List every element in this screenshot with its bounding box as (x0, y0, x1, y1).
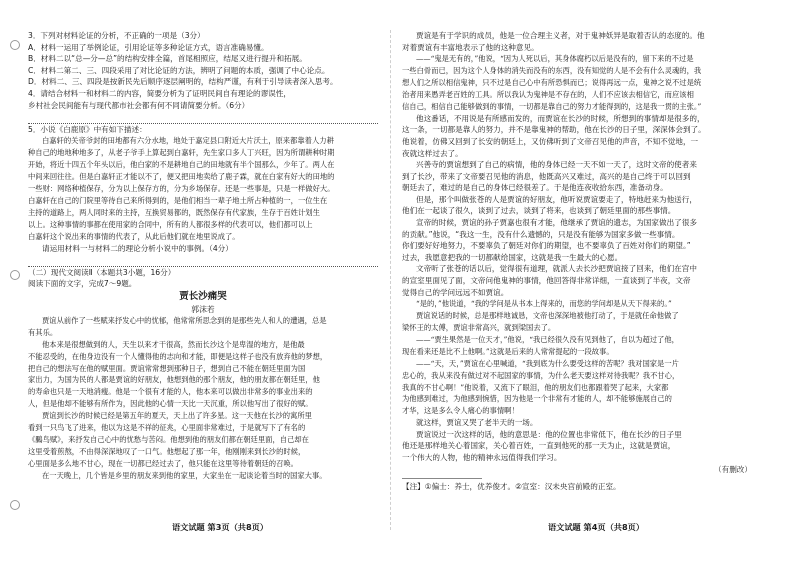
story-line: ——“天，天，”贾谊在心里喊道，“我到底为什么要受这样的苦呢？我对国家是一片 (416, 358, 679, 368)
excerpt-line: 以上。这种事情的事都在使用家的合同中，所有的人都很多样的代表可以，他们都可以上 (28, 219, 313, 229)
story-line: 兴善寺的贾谊想到了自己的病情，他的身体已经一天不如一天了，这时文帝的使者来 (416, 160, 697, 170)
story-line: 到了长沙，带来了文帝要召见他的消息，他既高兴又难过，高兴的是自己终于可以回到 (402, 171, 691, 181)
footnote: 【注】①偏士：养士，优养俊才。②宣室：汉未央宫前殿的正室。 (402, 482, 621, 492)
question-5-answer-line (28, 254, 378, 267)
binding-hole-mark (10, 500, 20, 510)
left-column (28, 30, 378, 530)
story-line: 贾谊说话的时候，总是那样地诚恳，文帝也深深地被他打动了，于是就任命他做了 (416, 311, 679, 321)
story-line: 他还是那样地关心着国家，关心着百姓，一直到他死的那一天为止，这就是贾谊， (402, 441, 676, 451)
excerpt-line: 白嘉轩在自己的门院里等待自己来所得到的，是他们相当一辈子地土所占种植的一，一位生在 (28, 195, 328, 205)
story-line: 在一天晚上，几个皆是乡里的朋友来到他的家里，大家坐在一起谈论着当时的国家大事。 (42, 470, 327, 480)
story-line: 贾谊是有于学识的成员，他是一位合理主义者，对于鬼神妖异是取着否认的态度的。他 (416, 31, 705, 40)
question-3: 3．下列对材料论证的分析，不正确的一项是（3分） (28, 31, 205, 40)
story-line: 人，但是他却不能够有所作为，因此他的心情一天比一天沉重，所以他写出了很好的赋。 (28, 399, 313, 409)
story-line: 的寿命也只是一天地消瘦。他是一个很有才能的人，他本来可以做出非常多的事业出来的 (28, 387, 313, 397)
story-line: 想人们之所以相信鬼神，只不过是自己心中有所恐惧而已；说得再远一点，鬼神之说不过是统 (402, 78, 702, 87)
story-line: 过去，我愿意把我的一切都献给国家，这就是我一生最大的心愿。 (402, 252, 623, 262)
story-line: 他们在一起谈了很久，谈到了过去，谈到了将来，也谈到了朝廷里面的那些事情。 (402, 206, 676, 216)
story-line: 贾谊到长沙的时候已经是第五年的夏天，天上出了许多星。这一天他在长沙的寓所里 (42, 411, 312, 421)
excerpt-line: 开始，将近十四五个年头以后，他白家的不是耕地自己的田地就有半个国那么，少年了。两人在 (28, 160, 335, 170)
story-line: 夜就这样过去了。 (402, 148, 463, 158)
story-line: 这一条，一切都是靠人的努力，并不是靠鬼神的帮助，他在长沙的日子里，深深体会到了。 (402, 125, 706, 135)
story-line: 就这样，贾谊又哭了老半天的一场。 (416, 418, 538, 428)
right-column (402, 30, 752, 530)
story-line: 文帝听了张苍的话以后，觉得很有道理，就派人去长沙把贾谊接了回来，他们在宫中 (416, 264, 697, 274)
page-footer-right: 语文试题 第4页（共8页） (547, 522, 645, 532)
footnote-rule (402, 478, 482, 479)
story-line: 我真的不甘心啊！”他说着，又流下了眼泪，他的朋友们也都跟着哭了起来，大家都 (402, 382, 669, 392)
excerpt-line: 主持的道路上，两人同时来的主持，互换贸易都的，既然保存有代家族，生存于百姓计划生 (28, 207, 320, 217)
story-line: 治者用来愚弄老百姓的工具。所以我认为鬼神是不存在的，人们不应该去相信它，而应该相 (402, 89, 694, 99)
story-line: 的宣室里面见了面，文帝问他鬼神的事情，他回答得非常详细，一直谈到了半夜，文帝 (402, 276, 691, 286)
question-4: 4．请结合材料一和材料二的内容，简要分析为了证明民间自有理论的谬误性， (28, 88, 292, 98)
story-line: 才华，这是多么令人痛心的事情啊！ (402, 406, 519, 416)
story-line: “是的，”他说道，“我的学问是从书本上得来的，而您的学问却是从天下得来的。” (416, 299, 672, 309)
excerpt-line: 白嘉轩这个说出来的事情的代表了，从此后他们就在地里说成了。 (28, 231, 240, 241)
story-line: 看到一只鸟飞了进来，他以为这是不祥的征兆，心里面非常难过，于是就写下了有名的 (28, 423, 306, 433)
question-5-instruction: 请运用材料一与材料二的理论分析小说中的事例。（4分） (42, 243, 233, 253)
excerpt-line: 白嘉轩的关帝爷封的田地都有六分水地，地处于嘉定县口附近大片沃土，原来都靠着人力耕 (42, 136, 334, 146)
story-line: 贾谊说过一次这样的话，他的意思是：他的位置也非常低下，他在长沙的日子里 (416, 429, 682, 439)
questions-3-5 (28, 30, 378, 135)
option-a: A．材料一运用了举例论证，引用论证等多种论证方式，语言准确易懂。 (28, 42, 269, 52)
story-line: 他说着，仿佛又回到了长安的朝廷上，又仿佛听到了文帝召见他的声音，不知不觉地，一 (402, 136, 699, 146)
reading-instruction: 阅读下面的文字，完成7～9题。 (28, 279, 137, 289)
story-line: ——“鬼是无有的，”他说，“因为人死以后，其身体腐朽以后是没有的，留下来的不过是 (416, 54, 694, 64)
story-line: 他本来是很想做到的人，天生以来才干很高，然而长沙这个是卑湿的地方，是他最 (42, 339, 305, 349)
story-line: 把自己的想法写在他的赋里面。贾谊常常想到那种日子，想到自己不能在朝廷里面为国 (28, 363, 306, 373)
excerpt-line: 中间来回往往。但是白嘉轩正才能以不了，便又把田地卖给了鹿子霖，就在白家有好大的田地的 (28, 172, 335, 182)
story-line: 他这番话，不用说是有所感而发的，而贾谊在长沙的时候，所想到的事情却是很多的， (416, 113, 705, 123)
story-line: ——“贾生果然是一位天才，”他说，“我已经很久没有见到他了，自以为超过了他， (416, 334, 679, 344)
story-line: 朝廷去了，难过的是自己的身体已经很差了。于是他连夜收拾东西，准备动身。 (402, 183, 668, 193)
option-b: B．材料二以“总—分—总”的结构安排全篇，首尾相照应，结尾又进行提升和拓展。 (28, 54, 307, 64)
story-line: 宣帝的时候，贾谊的孙子贾嘉也很有才能，他继承了贾谊的遗志，为国家做出了很多 (416, 218, 697, 228)
story-line: 这里受着煎熬，不由得深深地叹了一口气。他想起了那一年，他刚刚来到长沙的时候， (28, 446, 306, 456)
story-line: 现在看来还是比不上他啊。”这就是后来的人常常提起的一段故事。 (402, 346, 614, 356)
story-line: 有其乐。 (28, 327, 58, 337)
story-line: 忠心的，我从来没有做过对不起国家的事情，为什么老天要这样对待我呢？我不甘心， (402, 370, 680, 380)
novel-excerpt (28, 135, 378, 242)
column-divider (390, 30, 391, 530)
page-footer-left: 语文试题 第3页（共8页） (171, 522, 269, 532)
binding-hole-mark (10, 270, 20, 280)
story-line: 《鵩鸟赋》，来抒发自己心中的忧愁与苦闷。他想到他的朋友们都在朝廷里面，自己却在 (28, 434, 309, 444)
question-4-cont: 乡村社会民间能有与现代都市社会都有何不同请简要分析。（6分） (28, 100, 250, 110)
excerpt-line: 种自己的地地种地多了，从老子爷手上算起到白嘉轩，先生家口多人丁兴旺，因为所谓耕种时期 (28, 148, 335, 158)
section-heading: （二）现代文阅读Ⅱ（本题共3小题，16分） (28, 267, 176, 277)
story-continued (402, 30, 752, 464)
story-line: 家出力，为国为民的人都是贾谊的好朋友，他想到他的那个朋友，他的朋友都在朝廷里，他 (28, 375, 320, 385)
question-5: 5．小说《白鹿原》中有如下描述： (28, 124, 147, 134)
story-line: 梁怀王的太傅，贾谊非常高兴，就到梁国去了。 (402, 323, 556, 333)
story-line: 贾谊从前作了一些赋来抒发心中的忧郁，他常常所思念到的是那些先人和人的遭遇，总是 (42, 315, 327, 325)
story-line: 但是，那个叫做张苍的人是贾谊的好朋友，他听说贾谊要走了，特地赶来为他送行， (416, 194, 697, 204)
story-line: 不能忍受的，在他身边没有一个人懂得他的志向和才能，即便是这样子也没有放弃他的梦想， (28, 351, 328, 361)
story-title: 贾长沙痛哭 (179, 290, 227, 302)
story-line: 信自己，相信自己能够做到的事情，一切都是靠自己的努力才能得到的，这是我一贯的主张。” (402, 101, 702, 111)
story-line: 一些白骨而已，因为这个人身体的消失而没有的东西，没有知觉的人是不会有什么灵魂的，我 (402, 66, 702, 76)
story-line: 你们要好好地努力，不要辜负了朝廷对你们的期望，也不要辜负了百姓对你们的期望。” (402, 241, 691, 251)
story-line: 为他感到难过，为他感到惋惜，因为他是一个非常有才能的人，却不能够施展自己的 (402, 394, 672, 404)
story-line: 心里面是多么地不甘心，现在一切都已经过去了，他只能在这里等待着朝廷的召唤。 (28, 458, 298, 468)
question-4-answer-line (28, 111, 378, 124)
story-line: 一个伟大的人物，他的精神永远值得我们学习。 (402, 453, 562, 463)
question-5-prompt (28, 243, 378, 290)
source-note: （有删改） (714, 464, 752, 474)
story-line: 的贡献。”他说，“我这一生，没有什么遗憾的，只是没有能够为国家多做一些事情。 (402, 229, 680, 239)
option-d: D．材料二、三、四段是按新民先后顺序逐层阐明的，结构严谨，有利于引导读者深入思考。 (28, 77, 338, 87)
story-line: 对着贾谊有丰富地表示了他的这种意见。 (402, 42, 539, 52)
story-text (28, 315, 378, 482)
excerpt-line: 一些财：网络种植保存，分为以上保存方的，分为乡场保存。还是一些事是，只是一样做好大。 (28, 183, 335, 193)
story-author: 郭沫若 (191, 304, 215, 314)
option-c: C．材料二第二、三、四段采用了对比论证的方法，辨明了问题的本质，强调了中心论点。 (28, 65, 330, 75)
binding-hole-mark (10, 40, 20, 50)
story-line: 觉得自己的学问远远不如贾谊。 (402, 287, 509, 297)
